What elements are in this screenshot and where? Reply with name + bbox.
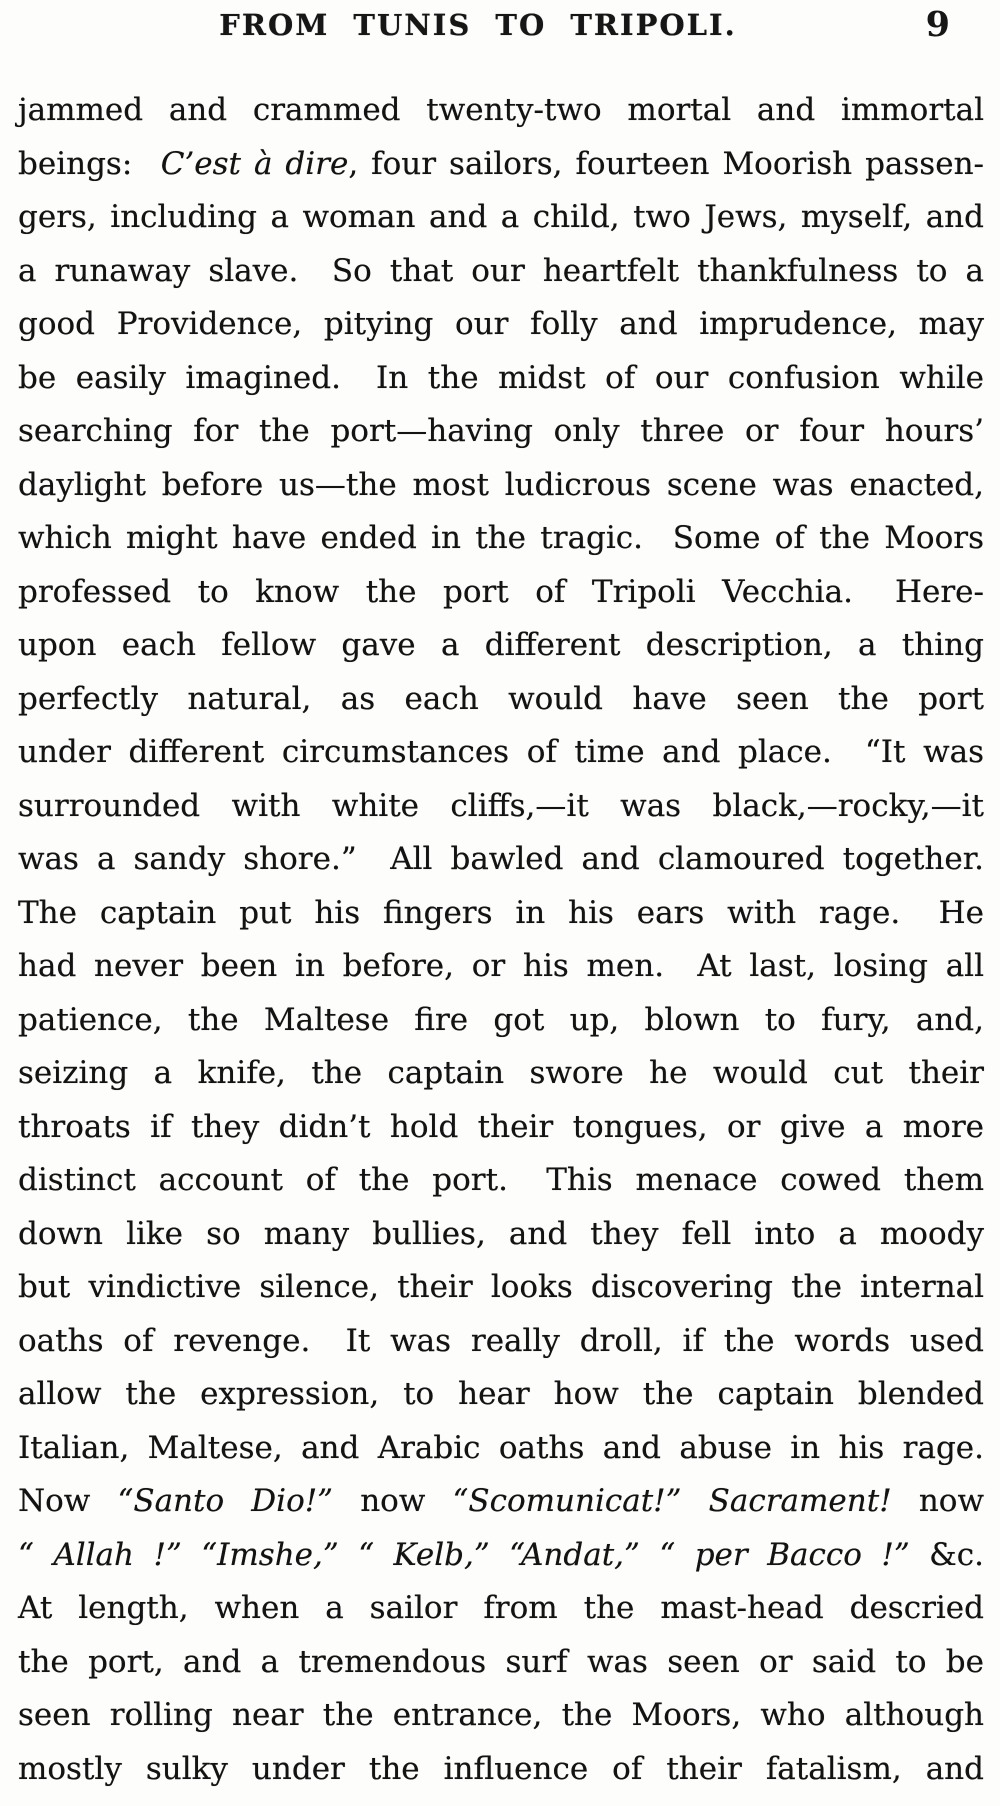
text-line: [18, 138, 984, 192]
text-segment: At length, when a sailor from the mast-head descried: [18, 1590, 984, 1626]
text-segment: Now: [18, 1483, 118, 1519]
text-segment: perfectly natural, as each would have seen the port: [18, 680, 984, 717]
text-line: [18, 84, 984, 138]
text-line: [18, 1636, 984, 1690]
text-line: [18, 352, 984, 406]
text-segment: mostly sulky under the influence of their fatalism, and: [18, 1750, 984, 1787]
italic-text: C’est à dire: [160, 145, 349, 182]
text-segment: patience, the Maltese fire got up, blown to fury, and,: [18, 1001, 984, 1038]
text-line: [18, 459, 984, 513]
text-line: [18, 191, 984, 245]
text-line: [18, 833, 984, 887]
text-segment: the port, and a tremendous surf was seen or said to be: [18, 1643, 984, 1680]
text-segment: which might have ended in the tragic. Some of the Moors: [18, 520, 984, 556]
text-segment: a runaway slave. So that our heartfelt thankfulness to a: [18, 252, 984, 289]
text-line: [18, 1689, 984, 1743]
italic-text: “Scomunicat!” Sacrament!: [452, 1483, 892, 1519]
text-line: [18, 1101, 984, 1155]
text-segment: allow the expression, to hear how the captain blended: [18, 1376, 984, 1412]
running-title: FROM TUNIS TO TRIPOLI.: [219, 8, 737, 42]
italic-text: “ Allah !” “Imshe,” “ Kelb,” “Andat,” “ per Bacco !”: [18, 1536, 910, 1573]
text-line: [18, 245, 984, 299]
text-line: [18, 726, 984, 780]
page-number: 9: [925, 4, 950, 45]
text-segment: good Providence, pitying our folly and imprudence, may: [18, 306, 984, 342]
text-segment: down like so many bullies, and they fell into a moody: [18, 1215, 984, 1252]
text-segment: The captain put his fingers in his ears with rage. He: [18, 894, 984, 931]
text-line: [18, 887, 984, 941]
text-line: [18, 1529, 984, 1583]
text-line: [18, 1208, 984, 1262]
text-line: [18, 1154, 984, 1208]
text-segment: oaths of revenge. It was really droll, if the words used: [18, 1322, 984, 1359]
text-line: [18, 566, 984, 620]
text-segment: Italian, Maltese, and Arabic oaths and abuse in his rage.: [18, 1429, 984, 1466]
text-segment: gers, including a woman and a child, two Jews, myself, and: [18, 199, 984, 235]
text-segment: seizing a knife, the captain swore he would cut their: [18, 1055, 984, 1091]
text-line: [18, 673, 984, 727]
text-line: [18, 1475, 984, 1529]
italic-text: “Santo Dio!”: [117, 1483, 334, 1519]
text-segment: distinct account of the port. This menace cowed them: [18, 1162, 984, 1198]
text-line: [18, 1743, 984, 1797]
text-segment: surrounded with white cliffs,—it was black,—rocky,—it: [18, 787, 984, 824]
text-line: [18, 780, 984, 834]
text-segment: beings:: [18, 145, 161, 182]
text-line: [18, 405, 984, 459]
text-line: [18, 512, 984, 566]
text-segment: but vindictive silence, their looks discovering the internal: [18, 1269, 984, 1305]
text-segment: was a sandy shore.” All bawled and clamoured together.: [18, 841, 984, 877]
text-segment: jammed and crammed twenty-two mortal and immortal: [18, 92, 984, 128]
text-segment: professed to know the port of Tripoli Vecchia. Here-: [18, 573, 984, 610]
text-segment: searching for the port—having only three or four hours’: [18, 413, 984, 449]
text-segment: , four sailors, fourteen Moorish passen-: [348, 145, 985, 182]
text-line: [18, 1368, 984, 1422]
text-line: [18, 994, 984, 1048]
text-segment: had never been in before, or his men. At last, losing all: [18, 948, 984, 984]
text-line: [18, 619, 984, 673]
text-line: [18, 1047, 984, 1101]
text-line: [18, 1261, 984, 1315]
text-segment: throats if they didn’t hold their tongues, or give a more: [18, 1108, 984, 1145]
text-segment: upon each fellow gave a different description, a thing: [18, 627, 984, 663]
text-segment: under different circumstances of time and place. “It was: [18, 734, 984, 770]
body-text: [18, 84, 984, 1796]
text-segment: be easily imagined. In the midst of our confusion while: [18, 359, 984, 396]
text-line: [18, 940, 984, 994]
text-segment: daylight before us—the most ludicrous scene was enacted,: [18, 466, 984, 503]
text-line: [18, 298, 984, 352]
text-segment: now: [891, 1483, 984, 1519]
text-segment: &c.: [909, 1536, 984, 1573]
text-line: [18, 1315, 984, 1369]
text-line: [18, 1422, 984, 1476]
page-header: [0, 4, 1000, 52]
text-segment: now: [333, 1483, 453, 1519]
text-line: [18, 1582, 984, 1636]
text-segment: seen rolling near the entrance, the Moors, who although: [18, 1697, 984, 1733]
